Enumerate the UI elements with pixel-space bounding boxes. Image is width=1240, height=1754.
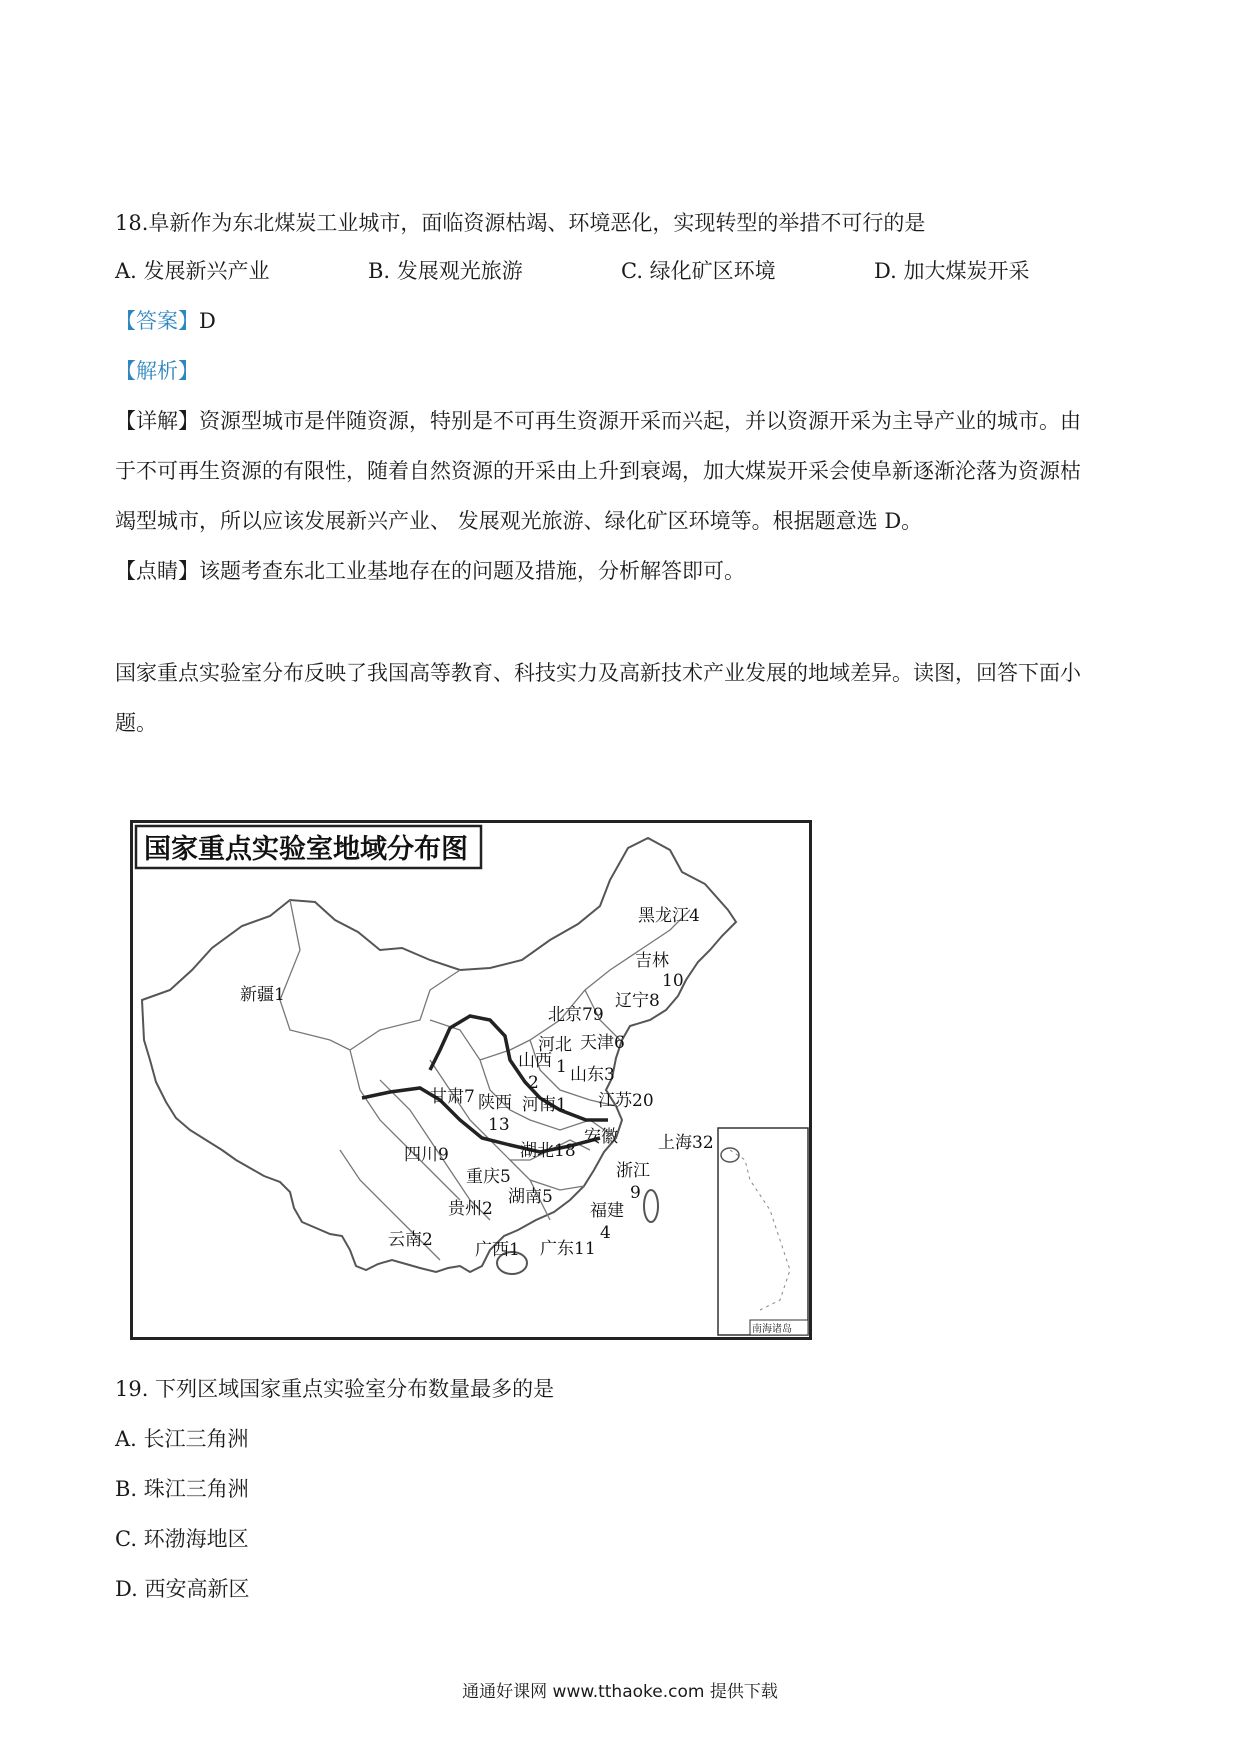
q18-option-b: B. 发展观光旅游: [368, 259, 523, 283]
label-hubei: 湖北18: [520, 1141, 576, 1161]
label-hebei-count: 1: [556, 1057, 567, 1077]
label-heilongjiang: 黑龙江4: [638, 906, 700, 926]
map-title: 国家重点实验室地域分布图: [144, 834, 468, 865]
q19-option-a: A. 长江三角洲: [115, 1427, 249, 1451]
detail-label: 【详解】: [115, 409, 199, 433]
label-fujian: 福建: [590, 1201, 624, 1221]
label-zhejiang: 浙江: [616, 1161, 650, 1181]
label-shaanxi: 陕西: [478, 1093, 512, 1113]
label-guangxi: 广西1: [475, 1240, 520, 1260]
intro-line-2: 题。: [115, 711, 157, 735]
q19-option-b: B. 珠江三角洲: [115, 1477, 249, 1501]
q19-stem: 19. 下列区域国家重点实验室分布数量最多的是: [115, 1377, 555, 1401]
q18-analysis-label: [115, 356, 199, 386]
q18-option-a: A. 发展新兴产业: [115, 259, 270, 283]
analysis-label: 【解析】: [115, 359, 199, 383]
page-footer: 通通好课网 www.tthaoke.com 提供下载: [462, 1682, 778, 1702]
label-liaoning: 辽宁8: [615, 991, 660, 1011]
answer-label: 【答案】: [115, 309, 199, 333]
q18-comment: [115, 556, 745, 586]
label-henan: 河南1: [522, 1095, 567, 1115]
label-shanxi: 山西: [518, 1051, 552, 1071]
label-hunan: 湖南5: [508, 1187, 553, 1207]
label-anhui: 安徽: [584, 1127, 618, 1147]
label-shanghai: 上海32: [658, 1133, 714, 1153]
label-jilin-count: 10: [662, 971, 684, 991]
q19-option-c: C. 环渤海地区: [115, 1527, 249, 1551]
label-chongqing: 重庆5: [466, 1167, 511, 1187]
comment-text: 该题考查东北工业基地存在的问题及措施，分析解答即可。: [199, 559, 745, 583]
label-xinjiang: 新疆1: [240, 985, 285, 1005]
south-sea-inset: [718, 1128, 808, 1335]
intro-line-1: 国家重点实验室分布反映了我国高等教育、科技实力及高新技术产业发展的地域差异。读图，回答下面小: [115, 661, 1081, 685]
label-jilin: 吉林: [635, 951, 669, 971]
label-shandong: 山东3: [570, 1065, 615, 1085]
label-guangdong: 广东11: [540, 1239, 596, 1259]
q18-detail-line-1: [115, 406, 1081, 436]
label-hebei: 河北: [538, 1035, 572, 1055]
q18-option-c: C. 绿化矿区环境: [621, 259, 776, 283]
q19-option-d: D. 西安高新区: [115, 1577, 250, 1601]
answer-value: D: [199, 309, 216, 333]
label-fujian-count: 4: [600, 1223, 611, 1243]
label-shaanxi-count: 13: [488, 1115, 510, 1135]
label-jiangsu: 江苏20: [598, 1091, 654, 1111]
inset-label: 南海诸岛: [752, 1324, 792, 1335]
label-beijing: 北京79: [548, 1005, 604, 1025]
label-tianjin: 天津6: [580, 1033, 625, 1053]
label-sichuan: 四川9: [404, 1145, 449, 1165]
q18-detail-line-2: 于不可再生资源的有限性，随着自然资源的开采由上升到衰竭，加大煤炭开采会使阜新逐渐沦落为资源枯: [115, 459, 1081, 483]
lab-distribution-map: [130, 820, 812, 1340]
q18-stem: 18.阜新作为东北煤炭工业城市，面临资源枯竭、环境恶化，实现转型的举措不可行的是: [115, 211, 926, 235]
label-guizhou: 贵州2: [448, 1199, 493, 1219]
label-gansu: 甘肃7: [430, 1087, 475, 1107]
label-yunnan: 云南2: [388, 1230, 433, 1250]
map-frame: [132, 822, 811, 1339]
q18-option-d: D. 加大煤炭开采: [874, 259, 1030, 283]
q18-answer: [115, 306, 216, 336]
label-zhejiang-count: 9: [630, 1183, 641, 1203]
q18-detail-line-3: 竭型城市，所以应该发展新兴产业、 发展观光旅游、绿化矿区环境等。根据题意选 D。: [115, 509, 923, 533]
detail-text-1: 资源型城市是伴随资源，特别是不可再生资源开采而兴起，并以资源开采为主导产业的城市。由: [199, 409, 1081, 433]
label-shanxi-count: 2: [528, 1073, 539, 1093]
comment-label: 【点睛】: [115, 559, 199, 583]
